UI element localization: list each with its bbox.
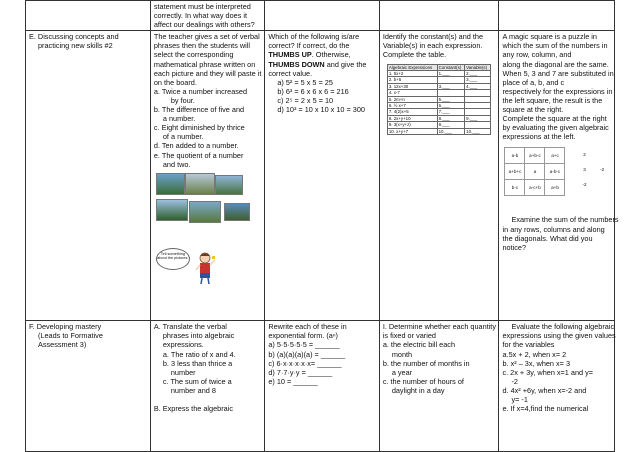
- row0-activity-cell: [150, 1, 264, 31]
- magic-square-cell: [593, 177, 611, 192]
- text-fragment: . Otherwise,: [311, 50, 351, 60]
- row-label-line: E. Discussing concepts and: [29, 32, 119, 42]
- row-label-line: F. Developing mastery: [29, 322, 102, 332]
- text-line: correct? If correct, do the: [268, 41, 350, 51]
- text-line: for the variables: [502, 340, 555, 350]
- magic-square-cell: a-b-c: [545, 164, 565, 180]
- table-header: Variable(s): [465, 64, 491, 70]
- exercise-item: c) 2⁵ = 2 x 5 = 10: [277, 95, 334, 105]
- table-row: [387, 115, 490, 121]
- text-line: e. If x=4,find the numerical: [502, 404, 589, 414]
- table-cell: 6.___: [437, 103, 465, 109]
- activity-text: [154, 32, 261, 168]
- examine-text: [502, 215, 619, 252]
- text-line: b. x² – 3x, when x= 3: [502, 358, 571, 368]
- text-line: y= -1: [511, 395, 528, 405]
- table-cell: 8. 2x+y+10: [387, 115, 437, 121]
- magic-square-cell: [558, 162, 575, 177]
- text-line: Evaluate the following algebraic: [511, 322, 615, 332]
- picture-3: [215, 175, 243, 195]
- text-line: respectively for the expressions in: [502, 86, 613, 96]
- text-line: e) 10 = ______: [268, 376, 318, 386]
- activity-text: [154, 322, 261, 413]
- text-line: number and 8: [170, 385, 216, 395]
- row-f-developing-mastery: [26, 321, 615, 452]
- text-line: statement must be interpreted: [153, 2, 251, 11]
- text-line: Identify the constant(s) and the: [382, 32, 484, 42]
- text-line: Examine the sum of the numbers: [511, 215, 619, 225]
- activity-text: [383, 322, 496, 395]
- text-line: by four.: [170, 95, 195, 105]
- text-line: a. Twice a number increased: [153, 86, 248, 96]
- text-line: d) 7·7·y·y = ______: [268, 367, 333, 377]
- text-line: and two.: [162, 159, 191, 169]
- lesson-plan-table: [25, 0, 619, 452]
- text-line: a) 5·5·5·5·5 = ______: [268, 340, 340, 350]
- text-line: daylight in a day: [391, 385, 445, 395]
- text-line: a. the electric bill each: [382, 340, 456, 350]
- text-line: a. The ratio of x and 4.: [162, 349, 236, 359]
- table-row: [387, 70, 490, 76]
- magic-square-right: [558, 147, 611, 192]
- picture-6: [224, 203, 250, 221]
- text-line: number: [170, 367, 196, 377]
- text-line: phrases then the students will: [153, 41, 251, 51]
- table-cell: 7.___: [437, 109, 465, 115]
- magic-square-cell: a+b-c: [525, 148, 545, 164]
- table-cell: 10.___: [437, 128, 465, 134]
- activity-pictures: [154, 173, 261, 283]
- magic-square-left: [504, 147, 565, 196]
- activity-text: [502, 322, 616, 414]
- magic-square-cell: b-c: [505, 180, 525, 196]
- text-line: c. 2x + 3y, when x=1 and y=: [502, 367, 594, 377]
- text-line: the diagonals. What did you: [502, 233, 593, 243]
- magic-square-cell: [593, 147, 611, 162]
- text-line: exponential form. (aⁿ): [268, 331, 338, 341]
- picture-1: [156, 173, 185, 195]
- table-cell: 2.___: [465, 70, 491, 76]
- row-label-line: practicing new skills #2: [38, 41, 113, 51]
- text-line: of a number.: [162, 132, 204, 142]
- table-header: Algebraic Expressions: [387, 64, 437, 70]
- text-line: a year: [391, 367, 413, 377]
- text-line: I. Determine whether each quantity: [382, 322, 496, 332]
- text-line: notice?: [502, 242, 527, 252]
- activity-text: [268, 322, 375, 386]
- row-label-line: (Leads to Formative: [38, 331, 103, 341]
- text-line: place of a, b, and c: [502, 77, 565, 87]
- exercise-item: d) 10³ = 10 x 10 x 10 = 300: [277, 105, 365, 115]
- text-line: select the corresponding: [153, 50, 234, 60]
- text-line: a.5x + 2, when x= 2: [502, 349, 567, 359]
- text-line: b. 3 less than thrice a: [162, 358, 233, 368]
- text-line: A. Translate the verbal: [153, 322, 227, 332]
- text-line: square at the right.: [502, 105, 564, 115]
- table-cell: 1. 5x+2: [387, 70, 437, 76]
- text-line: -2: [511, 376, 518, 386]
- table-cell: 10. x+y+7: [387, 128, 437, 134]
- text-line: which the sum of the numbers in: [502, 41, 608, 51]
- constants-variables-table: [387, 64, 491, 135]
- text-line: d. 4x² +6y, when x=-2 and: [502, 385, 587, 395]
- table-row: [387, 128, 490, 134]
- magic-square-cell: a-c+b: [525, 180, 545, 196]
- text-line: b) (a)(a)(a)(a) = ______: [268, 349, 346, 359]
- text-line: d. Ten added to a number.: [153, 141, 239, 151]
- text-line: b. the number of months in: [382, 358, 470, 368]
- table-cell: 6. ½ x+7: [387, 103, 437, 109]
- text-line: affect our dealings with others?: [153, 20, 255, 30]
- text-line: [154, 395, 261, 404]
- text-line: [268, 50, 375, 59]
- text-line: correct value.: [268, 68, 313, 78]
- text-fragment: and give the: [324, 59, 367, 69]
- row0-label-cell: [26, 1, 151, 31]
- table-cell: 1.___: [437, 70, 465, 76]
- table-cell: 3. 12x+30: [387, 83, 437, 89]
- table-cell: 9.___: [437, 122, 465, 128]
- text-line: Variable(s) in each expression.: [382, 41, 483, 51]
- magic-square-cell: -2: [582, 182, 587, 188]
- text-line: Which of the following is/are: [268, 32, 360, 42]
- table-cell: 10.___: [465, 128, 491, 134]
- text-line: expressions at the left.: [502, 132, 576, 142]
- text-line: Complete the table.: [382, 50, 447, 60]
- text-line: c. the number of hours of: [382, 376, 464, 386]
- picture-5: [189, 201, 221, 223]
- text-line: phrases into algebraic: [162, 331, 235, 341]
- row-f-activity-1: [150, 321, 264, 452]
- table-cell: 4.___: [465, 83, 491, 89]
- row-e-discussing-concepts: [26, 31, 615, 321]
- text-line: a number.: [162, 114, 196, 124]
- table-cell: 2. b+5: [387, 77, 437, 83]
- text-line: correctly. In what way does it: [153, 11, 248, 21]
- text-line: When 5, 3 and 7 are substituted in: [502, 68, 614, 78]
- text-line: is fixed or varied: [382, 331, 436, 341]
- text-line: the left square, the result is the: [502, 95, 603, 105]
- table-cell: 5. 2m+n: [387, 96, 437, 102]
- thumbs-down-label: THUMBS DOWN: [268, 59, 325, 69]
- table-header: Constant(s): [437, 64, 465, 70]
- text-line: expressions.: [162, 340, 204, 350]
- text-line: on the board.: [153, 77, 197, 87]
- magic-square-cell: [558, 147, 575, 162]
- text-line: each picture and they will paste it: [153, 68, 262, 78]
- magic-square-cell: [558, 177, 575, 192]
- text-line: [268, 60, 375, 69]
- magic-square-cell: a+b: [545, 180, 565, 196]
- text-line: Rewrite each of these in: [268, 322, 347, 332]
- picture-2: [185, 173, 215, 195]
- exercise-item: a) 5² = 5 x 5 = 25: [277, 77, 333, 87]
- exercise-item: b) 6³ = 6 x 6 x 6 = 216: [277, 86, 349, 96]
- table-cell: 3.___: [465, 77, 491, 83]
- magic-square-cell: 2: [583, 152, 586, 158]
- row-label-line: Assessment 3): [38, 340, 87, 350]
- table-cell: 8.___: [437, 115, 465, 121]
- magic-square-cell: a+c: [545, 148, 565, 164]
- table-cell: 5.___: [437, 96, 465, 102]
- text-line: mathematical phrase written on: [153, 59, 256, 69]
- magic-square-cell: a-b: [505, 148, 525, 164]
- speech-bubble: Tell something about the pictures.: [156, 248, 190, 270]
- magic-square-cell: 3: [583, 167, 586, 173]
- table-row: [387, 83, 490, 89]
- row-f-activity-2: [265, 321, 379, 452]
- text-line: expressions using the given values: [502, 331, 616, 341]
- text-line: B. Express the algebraic: [153, 404, 233, 414]
- magic-square-text: [502, 32, 614, 142]
- row-f-activity-3: [379, 321, 499, 452]
- table-cell: 7. 4(2)x+5: [387, 109, 437, 115]
- text-line: any row, column, and: [502, 50, 572, 60]
- row-e-activity-2: [265, 31, 379, 321]
- text-line: b. The difference of five and: [153, 105, 245, 115]
- table-cell: 3.___: [437, 83, 465, 89]
- magic-square-cell: -2: [600, 167, 605, 173]
- text-line: A magic square is a puzzle in: [502, 32, 597, 42]
- child-cartoon-icon: [192, 251, 218, 285]
- row-continuation: [26, 1, 615, 31]
- row-e-activity-3: [379, 31, 499, 321]
- row-f-label: [26, 321, 151, 452]
- text-line: by evaluating the given algebraic: [502, 123, 609, 133]
- text-line: month: [391, 349, 413, 359]
- picture-4: [156, 199, 188, 221]
- text-line: Complete the square at the right: [502, 114, 607, 124]
- table-cell: 4. x-7: [387, 90, 437, 96]
- row-f-activity-4: [499, 321, 615, 452]
- text-line: in any rows, columns and along: [502, 224, 605, 234]
- magic-square-cell: a+b+c: [505, 164, 525, 180]
- text-line: along the diagonal are the same.: [502, 59, 609, 69]
- magic-square-cell: a: [525, 164, 545, 180]
- text-line: e. The quotient of a number: [153, 150, 244, 160]
- text-line: c. Eight diminished by thrice: [153, 123, 245, 133]
- text-line: c. The sum of twice a: [162, 376, 232, 386]
- thumbs-up-label: THUMBS UP: [268, 50, 312, 60]
- magic-square-figure: [502, 145, 611, 203]
- table-cell: 9. 3(x+y+z): [387, 122, 437, 128]
- row-e-activity-1: [150, 31, 264, 321]
- row-e-activity-4: [499, 31, 619, 321]
- text-line: The teacher gives a set of verbal: [153, 32, 260, 42]
- text-line: c) 6·x·x·x·x·x= ______: [268, 358, 342, 368]
- row-e-label: [26, 31, 151, 321]
- table-cell: 9.___: [465, 115, 491, 121]
